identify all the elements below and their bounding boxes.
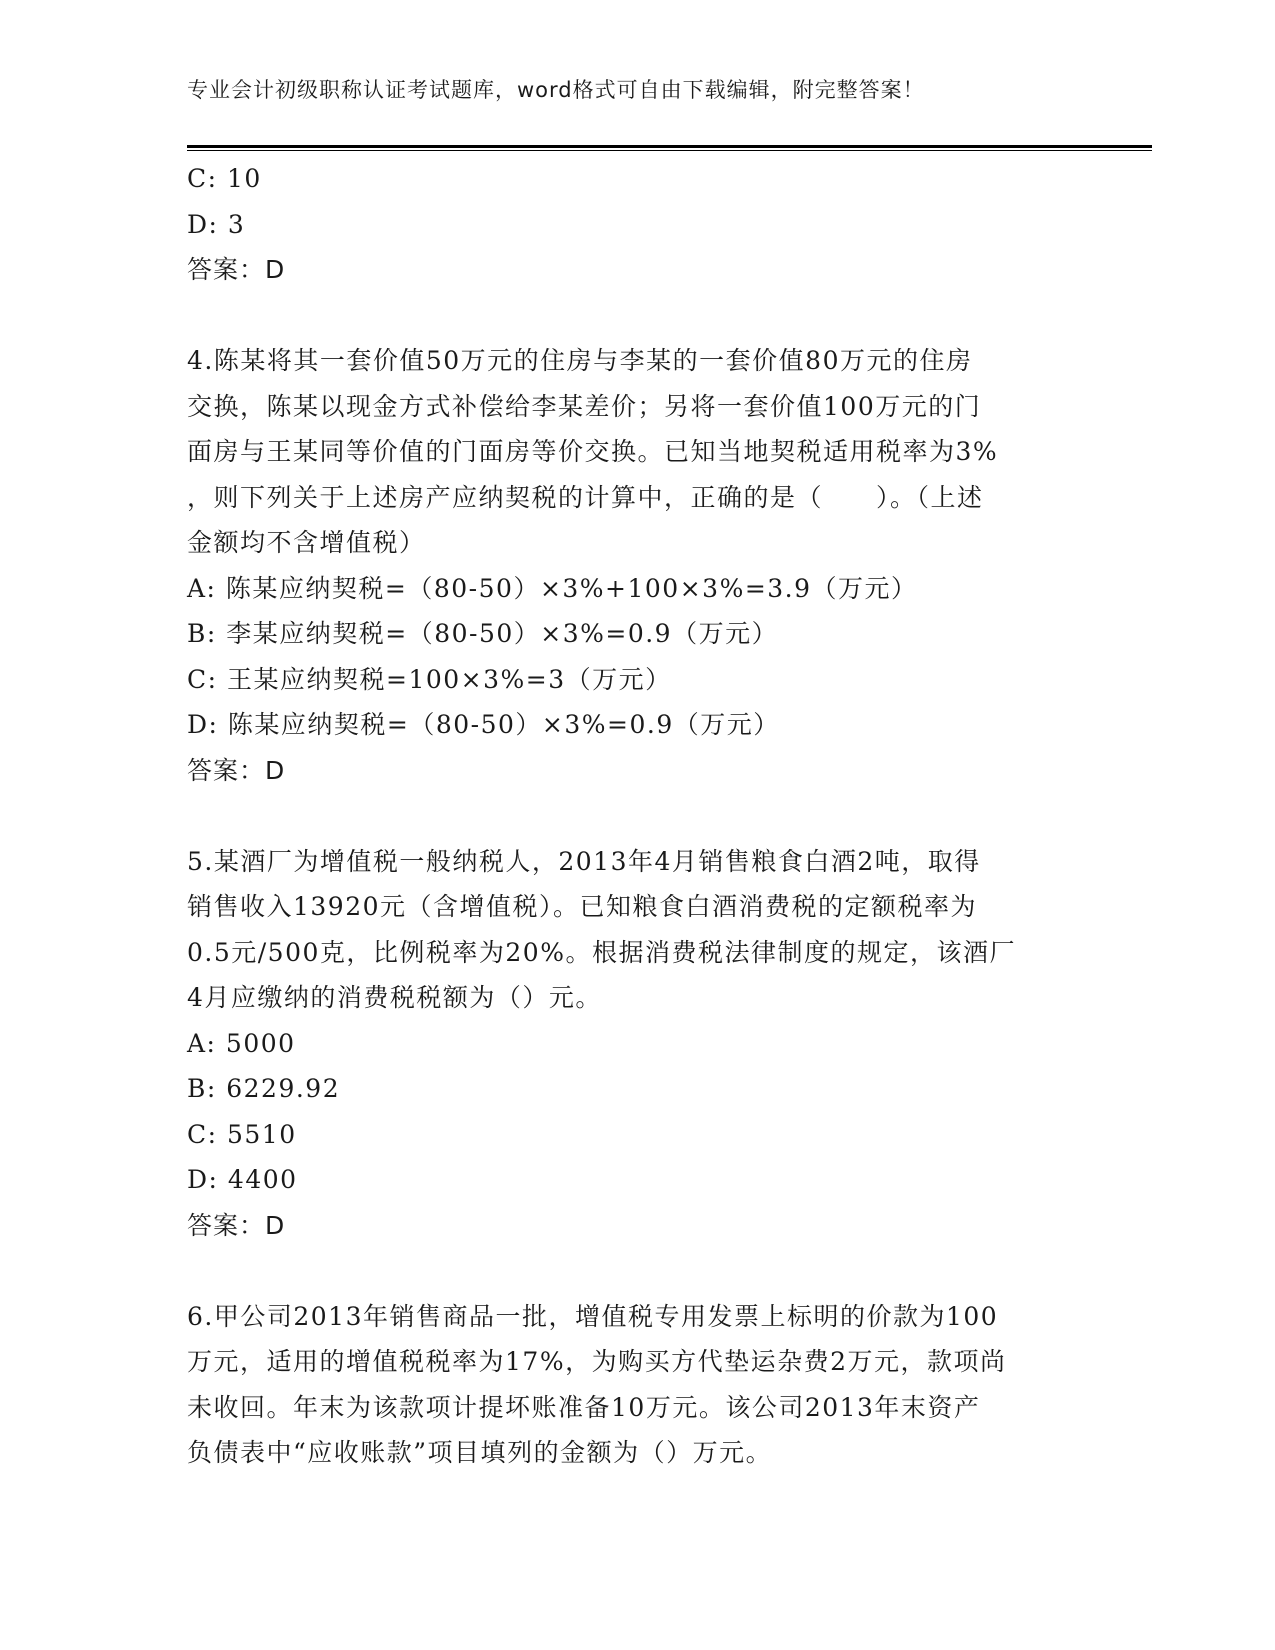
option-d: D: 3: [187, 209, 246, 239]
question-text-line: 4月应缴纳的消费税税额为（）元。: [187, 983, 602, 1012]
question-text-line: 交换，陈某以现金方式补偿给李某差价；另将一套价值100万元的门: [187, 391, 982, 421]
answer-line: 答案：D: [187, 755, 286, 785]
option-b: B: 6229.92: [187, 1074, 341, 1103]
spacer: [187, 293, 1087, 339]
spacer: [187, 793, 1087, 839]
question-text-line: 0.5元/500克，比例税率为20%。根据消费税法律制度的规定，该酒厂: [187, 937, 1016, 967]
prev-question: [187, 156, 1087, 293]
question-text-line: 销售收入13920元（含增值税）。已知粮食白酒消费税的定额税率为: [187, 892, 978, 921]
option-c: C: 5510: [187, 1119, 297, 1149]
question-text-line: ，则下列关于上述房产应纳契税的计算中，正确的是（ ）。（上述: [187, 482, 984, 512]
header-rule-thin: [187, 150, 1152, 151]
option-d: D: 4400: [187, 1165, 298, 1194]
spacer: [187, 1248, 1087, 1294]
question-6: [187, 1294, 1087, 1476]
question-text-line: 负债表中“应收账款”项目填列的金额为（）万元。: [187, 1438, 773, 1467]
question-text-line: 5.某酒厂为增值税一般纳税人，2013年4月销售粮食白酒2吨，取得: [187, 846, 981, 876]
question-text-line: 金额均不含增值税）: [187, 528, 426, 557]
option-b: B: 李某应纳契税=（80-50）×3%=0.9（万元）: [187, 619, 779, 648]
answer-line: 答案：D: [187, 255, 286, 284]
option-c: C: 10: [187, 164, 262, 193]
option-c: C: 王某应纳契税=100×3%=3（万元）: [187, 664, 672, 694]
question-text-line: 4.陈某将其一套价值50万元的住房与李某的一套价值80万元的住房: [187, 346, 973, 375]
question-text-line: 未收回。年末为该款项计提坏账准备10万元。该公司2013年末资产: [187, 1392, 981, 1422]
option-a: A: 5000: [187, 1028, 296, 1058]
question-4: [187, 338, 1087, 793]
option-a: A: 陈某应纳契税=（80-50）×3%+100×3%=3.9（万元）: [187, 573, 918, 603]
question-text-line: 面房与王某同等价值的门面房等价交换。已知当地契税适用税率为3%: [187, 437, 999, 466]
page-header: 专业会计初级职称认证考试题库，word格式可自由下载编辑，附完整答案！: [187, 78, 925, 102]
document-body: [187, 156, 1087, 1476]
question-text-line: 6.甲公司2013年销售商品一批，增值税专用发票上标明的价款为100: [187, 1301, 999, 1331]
question-text-line: 万元，适用的增值税税率为17%，为购买方代垫运杂费2万元，款项尚: [187, 1347, 1007, 1376]
answer-line: 答案：D: [187, 1210, 286, 1240]
option-d: D: 陈某应纳契税=（80-50）×3%=0.9（万元）: [187, 710, 780, 739]
header-rule-thick: [187, 145, 1152, 148]
question-5: [187, 839, 1087, 1249]
